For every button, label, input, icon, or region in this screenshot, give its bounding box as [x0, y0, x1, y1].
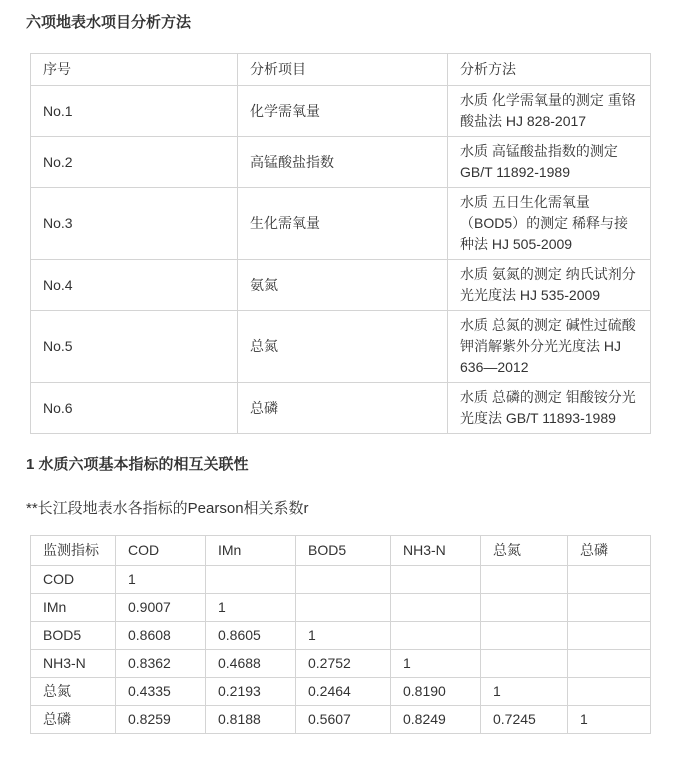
corr-value: 0.5607 [296, 706, 391, 734]
corr-value [568, 622, 651, 650]
table-row [31, 678, 651, 706]
corr-value [206, 566, 296, 594]
corr-value [481, 566, 568, 594]
cell-no: No.1 [31, 86, 238, 137]
row-label: BOD5 [31, 622, 116, 650]
corr-header: COD [116, 536, 206, 566]
corr-value: 1 [568, 706, 651, 734]
corr-value [568, 650, 651, 678]
page-title: 六项地表水项目分析方法 [26, 14, 192, 31]
row-label: IMn [31, 594, 116, 622]
methods-header-method: 分析方法 [448, 54, 651, 86]
corr-value [391, 622, 481, 650]
cell-method: 水质 总磷的测定 钼酸铵分光光度法 GB/T 11893-1989 [448, 383, 651, 434]
corr-value: 0.4688 [206, 650, 296, 678]
cell-no: No.2 [31, 137, 238, 188]
table-row [31, 188, 651, 260]
corr-value: 0.4335 [116, 678, 206, 706]
corr-value: 0.7245 [481, 706, 568, 734]
table-row [31, 311, 651, 383]
cell-method: 水质 化学需氧量的测定 重铬酸盐法 HJ 828-2017 [448, 86, 651, 137]
corr-value: 0.8190 [391, 678, 481, 706]
cell-no: No.4 [31, 260, 238, 311]
corr-header: IMn [206, 536, 296, 566]
corr-value [481, 622, 568, 650]
corr-header: 总氮 [481, 536, 568, 566]
corr-value: 1 [116, 566, 206, 594]
corr-value [568, 566, 651, 594]
row-label: 总氮 [31, 678, 116, 706]
corr-value: 1 [481, 678, 568, 706]
corr-value: 0.8608 [116, 622, 206, 650]
row-label: 总磷 [31, 706, 116, 734]
table-row [31, 566, 651, 594]
cell-item: 总氮 [238, 311, 448, 383]
corr-value: 0.2752 [296, 650, 391, 678]
cell-item: 氨氮 [238, 260, 448, 311]
corr-value [391, 594, 481, 622]
corr-header: BOD5 [296, 536, 391, 566]
corr-value: 0.2464 [296, 678, 391, 706]
table-row [31, 650, 651, 678]
cell-item: 化学需氧量 [238, 86, 448, 137]
table-row [31, 86, 651, 137]
corr-value: 1 [391, 650, 481, 678]
cell-item: 生化需氧量 [238, 188, 448, 260]
corr-value: 0.9007 [116, 594, 206, 622]
cell-method: 水质 总氮的测定 碱性过硫酸钾消解紫外分光光度法 HJ 636—2012 [448, 311, 651, 383]
row-label: COD [31, 566, 116, 594]
corr-value: 1 [206, 594, 296, 622]
row-label: NH3-N [31, 650, 116, 678]
corr-value [568, 678, 651, 706]
corr-value: 0.8249 [391, 706, 481, 734]
cell-item: 总磷 [238, 383, 448, 434]
cell-no: No.5 [31, 311, 238, 383]
corr-header: NH3-N [391, 536, 481, 566]
methods-header-index: 序号 [31, 54, 238, 86]
cell-method: 水质 氨氮的测定 纳氏试剂分光光度法 HJ 535-2009 [448, 260, 651, 311]
corr-value: 0.8605 [206, 622, 296, 650]
corr-value: 0.8362 [116, 650, 206, 678]
corr-value [296, 594, 391, 622]
correlation-table-caption: **长江段地表水各指标的Pearson相关系数r [26, 500, 309, 517]
methods-header-item: 分析项目 [238, 54, 448, 86]
methods-table [30, 53, 651, 434]
table-row [31, 137, 651, 188]
corr-value: 0.8259 [116, 706, 206, 734]
table-row [31, 383, 651, 434]
corr-value [296, 566, 391, 594]
correlation-header-row [31, 536, 651, 566]
table-row [31, 260, 651, 311]
corr-value [568, 594, 651, 622]
cell-item: 高锰酸盐指数 [238, 137, 448, 188]
corr-value: 0.8188 [206, 706, 296, 734]
cell-no: No.3 [31, 188, 238, 260]
table-row [31, 706, 651, 734]
cell-method: 水质 高锰酸盐指数的测定 GB/T 11892-1989 [448, 137, 651, 188]
corr-value: 1 [296, 622, 391, 650]
table-row [31, 594, 651, 622]
methods-table-header-row [31, 54, 651, 86]
corr-value [481, 594, 568, 622]
corr-value: 0.2193 [206, 678, 296, 706]
corr-value [391, 566, 481, 594]
correlation-table [30, 535, 651, 734]
cell-no: No.6 [31, 383, 238, 434]
corr-value [481, 650, 568, 678]
table-row [31, 622, 651, 650]
corr-header: 监测指标 [31, 536, 116, 566]
section-heading: 1 水质六项基本指标的相互关联性 [26, 456, 249, 473]
corr-header: 总磷 [568, 536, 651, 566]
cell-method: 水质 五日生化需氧量（BOD5）的测定 稀释与接种法 HJ 505-2009 [448, 188, 651, 260]
